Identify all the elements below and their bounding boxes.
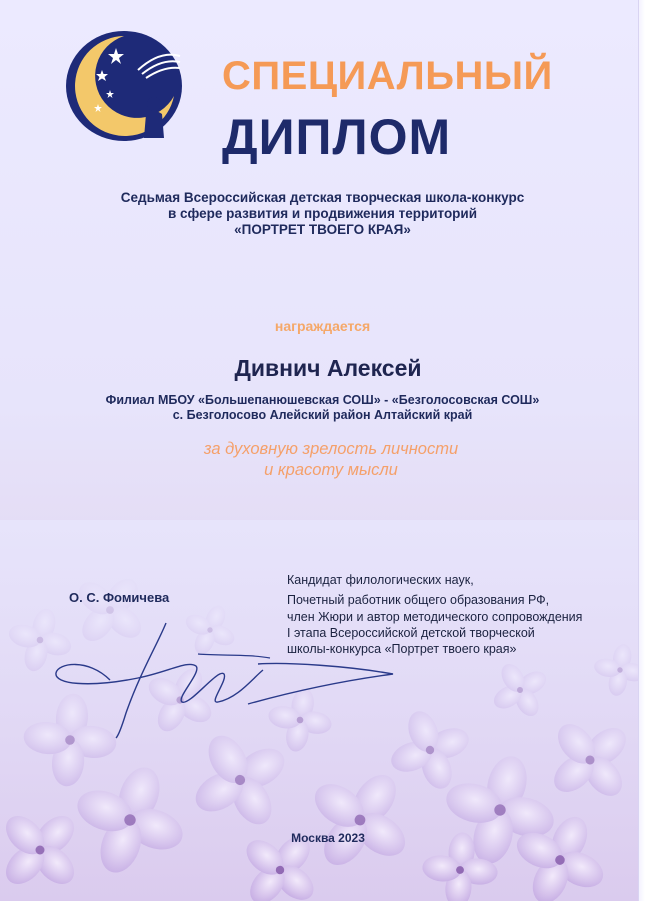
school-line: Филиал МБОУ «Большепанюшевская СОШ» - «Безголосовская СОШ» [105, 393, 540, 407]
signer-credential-line: школы-конкурса «Портрет твоего края» [287, 642, 517, 656]
signer-credential-line: Кандидат филологических наук, [287, 573, 474, 587]
awarded-label: награждается [274, 318, 371, 334]
award-reason-line: и красоту мысли [264, 461, 398, 479]
city-year: Москва 2023 [291, 831, 365, 845]
moon-logo-icon [62, 26, 192, 144]
recipient-name: Дивнич Алексей [234, 355, 422, 381]
diploma-title: ДИПЛОМ [222, 109, 452, 165]
contest-name-line: Седьмая Всероссийская детская творческая школа-конкурс [120, 190, 525, 205]
signer-name: О. С. Фомичева [69, 590, 170, 605]
signer-credential-line: Почетный работник общего образования РФ, [287, 593, 550, 607]
diploma-title-special: СПЕЦИАЛЬНЫЙ [222, 54, 553, 98]
signature-icon [48, 618, 398, 743]
award-reason-line: за духовную зрелость личности [203, 440, 459, 458]
school-line: с. Безголосово Алейский район Алтайский край [172, 408, 473, 422]
signer-credential-line: член Жюри и автор методического сопровождения [287, 610, 583, 624]
contest-name-line: «ПОРТРЕТ ТВОЕГО КРАЯ» [234, 222, 411, 237]
contest-name-line: в сфере развития и продвижения территорий [167, 206, 478, 221]
signer-credential-line: I этапа Всероссийской детской творческой [287, 626, 535, 640]
